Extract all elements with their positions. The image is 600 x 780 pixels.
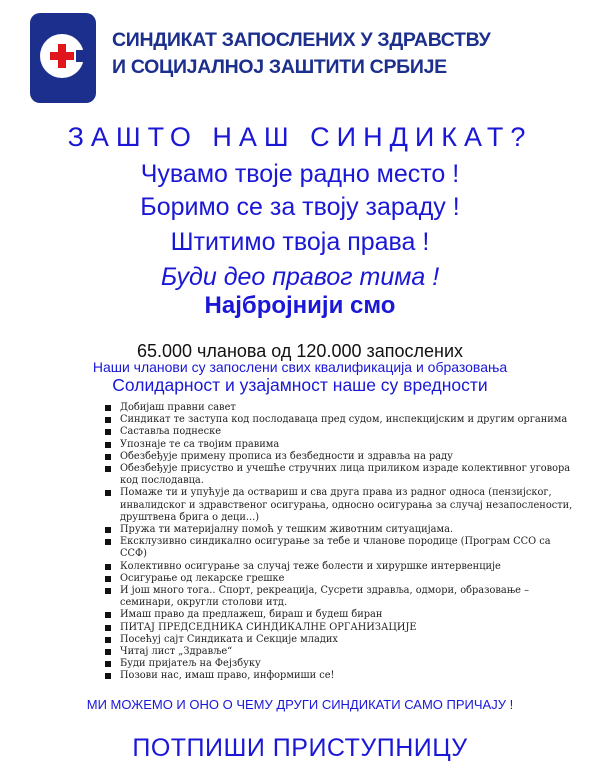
benefit-item: ПИТАЈ ПРЕДСЕДНИКА СИНДИКАЛНЕ ОРГАНИЗАЦИЈЕ (103, 622, 573, 634)
benefit-item: Обезбеђује примену прописа из безбедности и здравља на раду (103, 451, 573, 463)
slogan-2: Боримо се за твоју зараду ! (140, 193, 460, 221)
member-count-value: 65.000 (136, 341, 193, 361)
benefit-item: И још много тога.. Спорт, рекреација, Сусрети здравља, одмори, образовање – семинари, округли столови итд. (103, 585, 573, 609)
benefit-item: Синдикат те заступа код послодаваца пред судом, инспекцијским и другим органима (103, 414, 573, 426)
member-count-suffix: запослених (366, 341, 464, 361)
solidarity-text: Солидарност и узајамност наше су вредности (112, 375, 488, 395)
largest-union-statement: Најбројнији смо (204, 292, 396, 319)
benefit-item: Саставља поднеске (103, 426, 573, 438)
benefit-item: Позови нас, имаш право, информиши се! (103, 670, 573, 682)
organization-name-line2: И СОЦИЈАЛНОЈ ЗАШТИТИ СРБИЈЕ (112, 56, 447, 78)
call-to-action: ПОТПИШИ ПРИСТУПНИЦУ (132, 734, 468, 762)
slogan-3: Штитимо твоја права ! (170, 228, 430, 256)
benefit-item: Имаш право да предлажеш, бираш и будеш биран (103, 609, 573, 621)
benefit-item: Помаже ти и упућује да оствариш и сва друга права из радног односа (пензијског, инвалидског и здравственог осигурања, односно осигурања за случај незапослености, друштвена брига о деци...) (103, 487, 573, 524)
slogan-1: Чувамо твоје радно место ! (140, 160, 460, 188)
benefit-item: Колективно осигурање за случај теже болести и хируршке интервенције (103, 561, 573, 573)
qualifications-text: Наши чланови су запослени свих квалификација и образовања (92, 359, 508, 375)
headline: ЗАШТО НАШ СИНДИКАТ? (67, 122, 533, 152)
organization-name (112, 27, 597, 81)
membership-count (0, 341, 600, 361)
benefit-item: Обезбеђује присуство и учешће стручних лица приликом израде колективног уговора код послодавца. (103, 463, 573, 487)
benefit-item: Осигурање од лекарске грешке (103, 573, 573, 585)
benefit-item: Читај лист „Здравље“ (103, 646, 573, 658)
closing-statement: МИ МОЖЕМО И ОНО О ЧЕМУ ДРУГИ СИНДИКАТИ САМО ПРИЧАЈУ ! (86, 697, 514, 712)
benefit-item: Добијаш правни савет (103, 402, 573, 414)
employee-total-value: 120.000 (296, 341, 362, 361)
benefit-item: Пружа ти материјалну помоћ у тешким животним ситуацијама. (103, 524, 573, 536)
member-count-middle: чланова од (197, 341, 292, 361)
benefit-item: Буди пријатељ на Фејзбуку (103, 658, 573, 670)
logo-ring-icon (40, 34, 84, 78)
benefits-list (103, 402, 573, 683)
slogan-4: Буди део правог тима ! (160, 263, 440, 291)
benefit-item: Посећуј сајт Синдиката и Секције младих (103, 634, 573, 646)
union-logo-icon (30, 13, 96, 103)
organization-name-line1: СИНДИКАТ ЗАПОСЛЕНИХ У ЗДРАВСТВУ (112, 29, 491, 51)
benefit-item: Упознаје те са твојим правима (103, 439, 573, 451)
benefit-item: Ексклузивно синдикално осигурање за тебе и чланове породице (Програм ССО са ССФ) (103, 536, 573, 560)
